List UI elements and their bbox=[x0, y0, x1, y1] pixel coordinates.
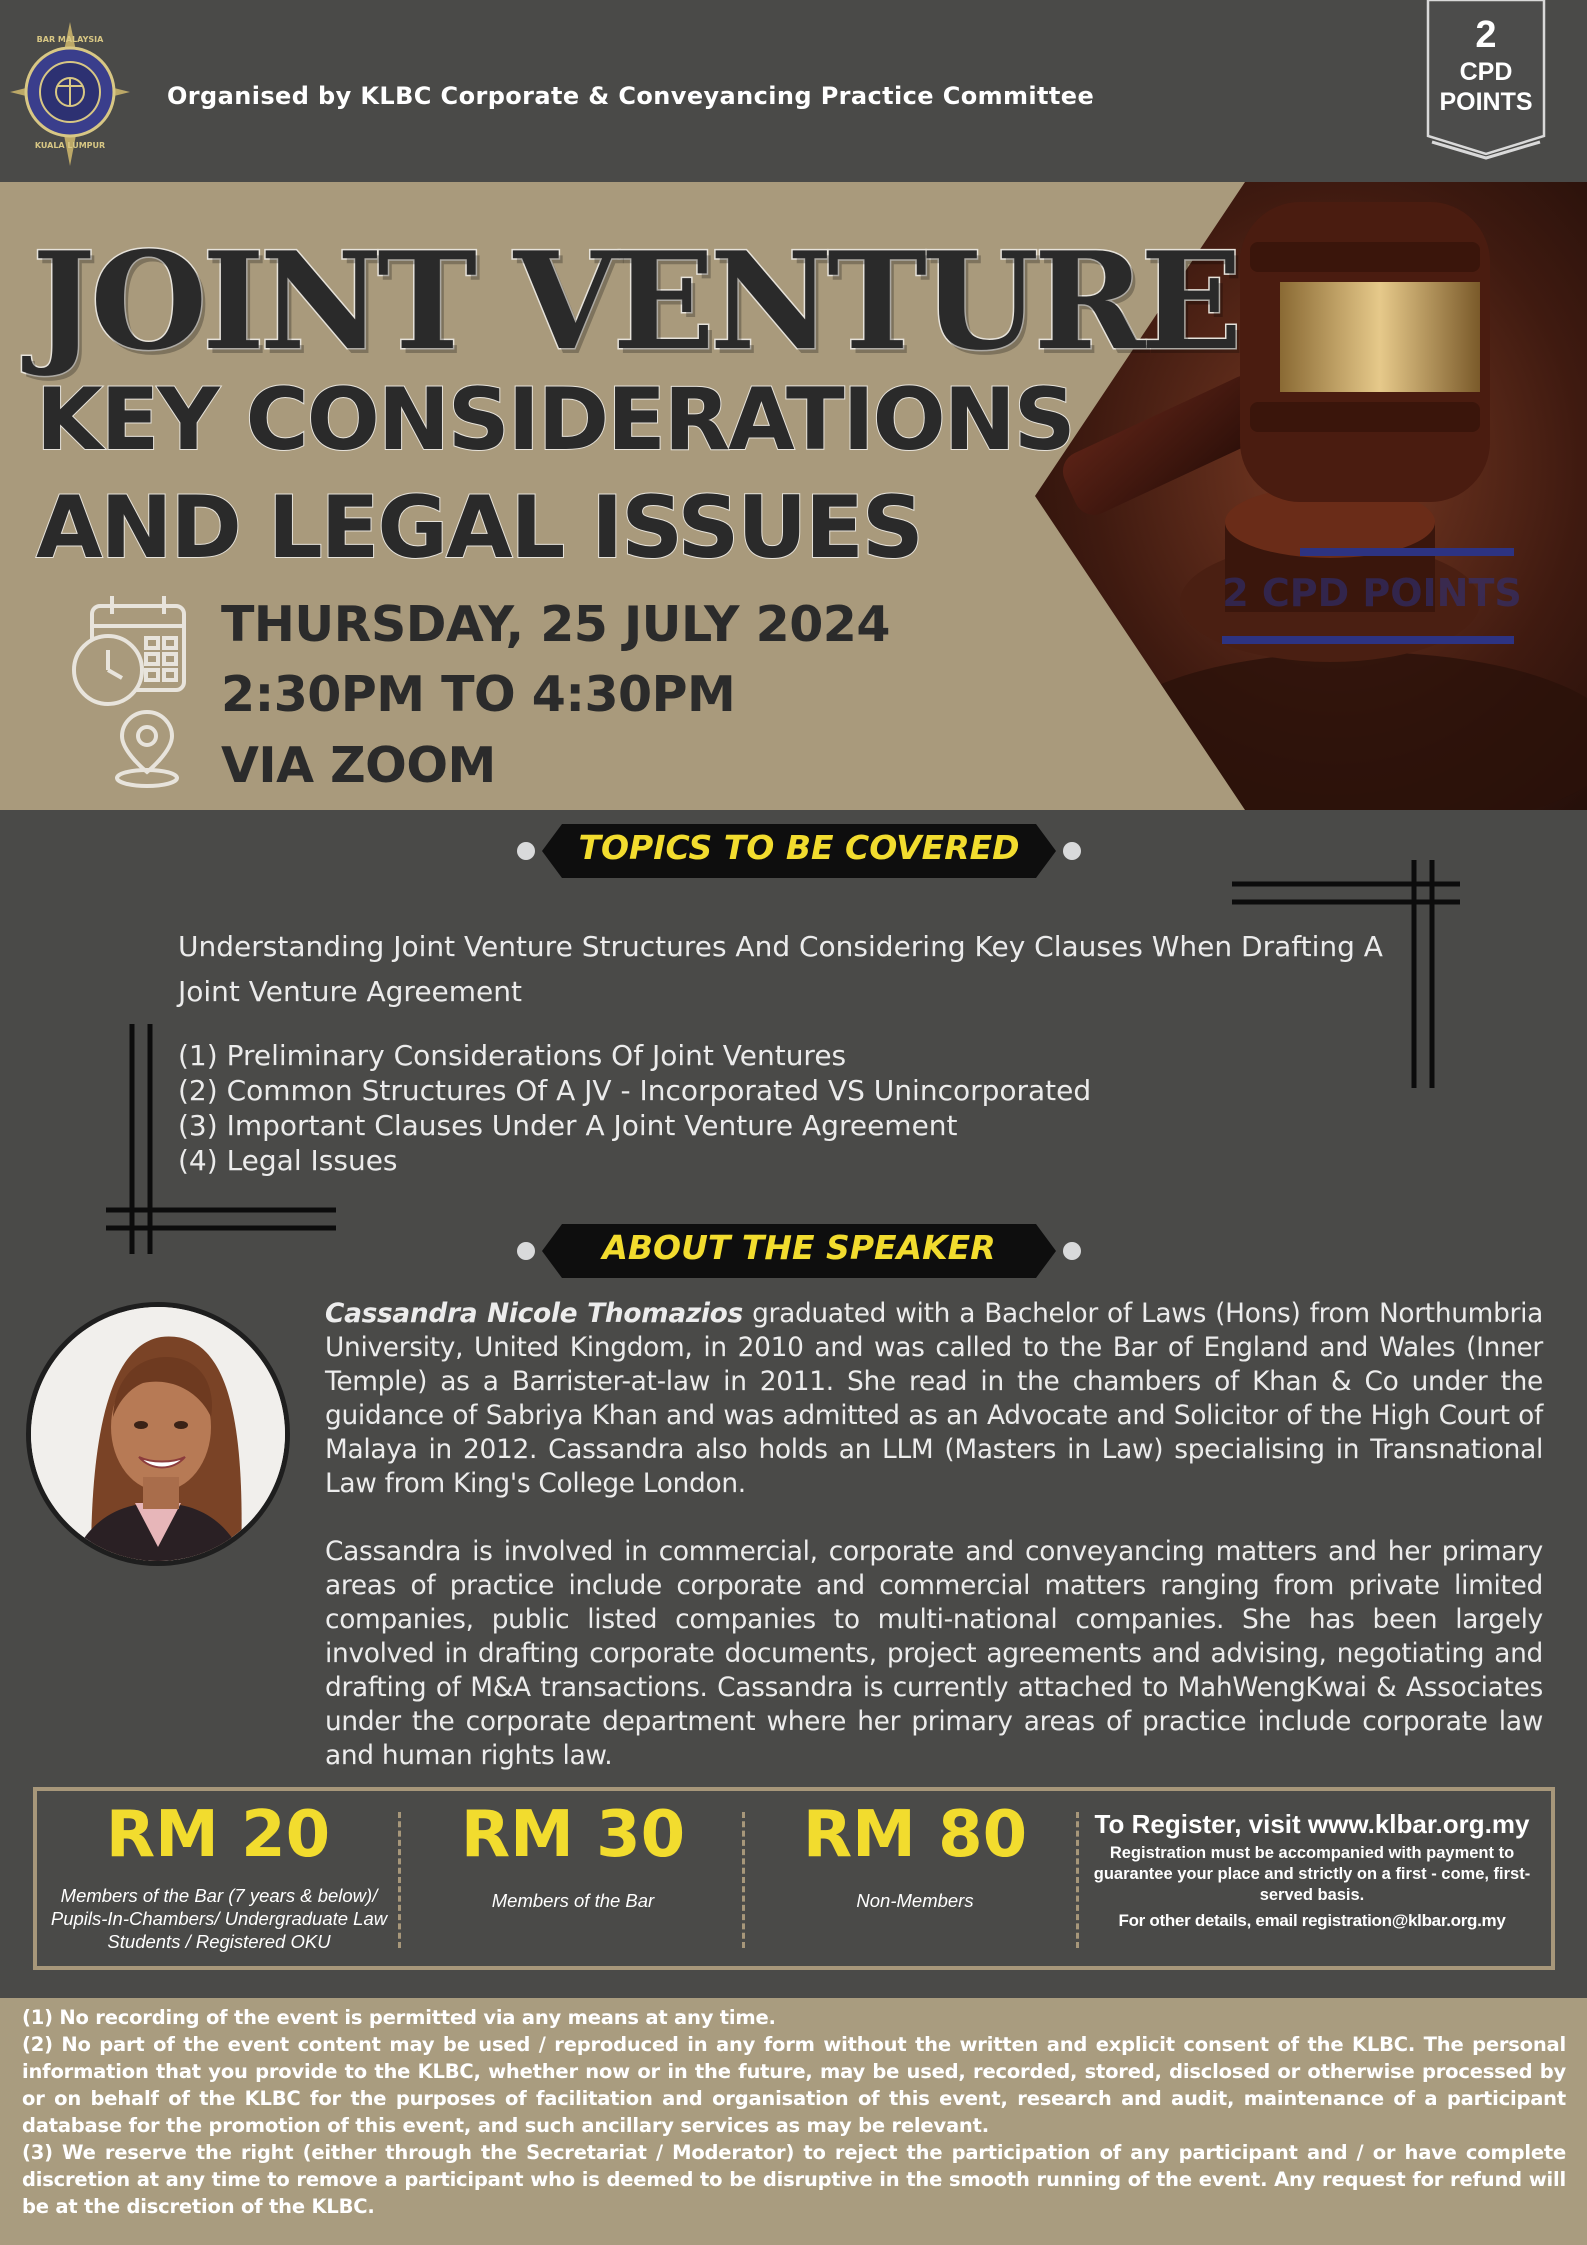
speaker-portrait-image bbox=[31, 1307, 285, 1561]
svg-text:KUALA LUMPUR: KUALA LUMPUR bbox=[34, 141, 106, 150]
price-tier-3-description: Non-Members bbox=[856, 1890, 974, 1911]
calendar-clock-icon bbox=[70, 592, 194, 710]
footer-terms-text bbox=[22, 2004, 1566, 2220]
list-item: (3) Important Clauses Under A Joint Venture Agreement bbox=[178, 1109, 958, 1142]
speaker-bio-paragraph-2: Cassandra is involved in commercial, corporate and conveyancing matters and her primary areas of practice include corporate and commercial matters ranging from private limited companies, public listed companies to multi-national companies. She has been largely involved in drafting corporate documents, project agreements and advising, negotiating and drafting of M&A transactions. Cassandra is currently attached to MahWengKwai & Associates under the corporate department where her primary areas of practice include corporate law and human rights law. bbox=[325, 1536, 1543, 1771]
cpd-label: CPD bbox=[1459, 58, 1513, 86]
svg-text:2 CPD POINTS: 2 CPD POINTS bbox=[1222, 571, 1522, 615]
location-pin-icon bbox=[112, 706, 182, 790]
list-item: (1) Preliminary Considerations Of Joint Ventures bbox=[178, 1039, 847, 1072]
speaker-photo bbox=[26, 1302, 290, 1566]
divider bbox=[1076, 1812, 1079, 1948]
speaker-bio-text: graduated with a Bachelor of Laws (Hons) from Northumbria University, United Kingdom, in 2010 and was called to the Bar of England and Wales (Inner Temple) as a Barrister-at-law in 2011. She read in the chambers of Khan & Co under the guidance of Sabriya Khan and was admitted as an Advocate and Solicitor of the High Court of Malaya in 2012. Cassandra also holds an LLM (Masters in Law) specialising in Transnational Law from King's College London. bbox=[325, 1298, 1543, 1499]
svg-text:BAR MALAYSIA: BAR MALAYSIA bbox=[36, 35, 104, 44]
event-title: JOINT VENTURE bbox=[32, 222, 1238, 380]
terms-note-1: (1) No recording of the event is permitted via any means at any time. bbox=[22, 2006, 776, 2029]
register-title: To Register, visit www.klbar.org.my bbox=[1094, 1809, 1530, 1839]
price-tier-2-description: Members of the Bar bbox=[491, 1890, 655, 1911]
event-subtitle-line-2: AND LEGAL ISSUES bbox=[36, 478, 922, 578]
price-tier-2-amount: RM 30 bbox=[460, 1798, 686, 1872]
organiser-text: Organised by KLBC Corporate & Conveyancing Practice Committee bbox=[167, 82, 1095, 110]
register-email-note: For other details, email registration@klbar.org.my bbox=[1118, 1911, 1506, 1930]
speaker-name: Cassandra Nicole Thomazios bbox=[325, 1298, 743, 1329]
topics-intro: Understanding Joint Venture Structures And Considering Key Clauses When Drafting A Joint Venture Agreement bbox=[178, 930, 1383, 1008]
event-time: 2:30PM TO 4:30PM bbox=[221, 666, 736, 723]
price-tier-1-amount: RM 20 bbox=[105, 1798, 331, 1872]
price-tier-1-description: Members of the Bar (7 years & below)/ Pupils-In-Chambers/ Undergraduate Law Students / Registered OKU bbox=[50, 1885, 388, 1952]
list-item: (4) Legal Issues bbox=[178, 1144, 398, 1177]
topics-list bbox=[178, 1038, 1091, 1178]
register-note: Registration must be accompanied with payment to guarantee your place and strictly on a first - come, first-served basis. bbox=[1093, 1844, 1531, 1904]
speaker-bio-paragraph-1 bbox=[325, 1297, 1543, 1501]
event-venue: VIA ZOOM bbox=[221, 737, 496, 794]
terms-note-2: (2) No part of the event content may be used / reproduced in any form without the written and explicit consent of the KLBC. The personal information that you provide to the KLBC, whether now or in the future, may be used, recorded, stored, disclosed or otherwise processed by or on behalf of the KLBC for the purposes of facilitation and organisation of this event, research and audit, maintenance of a participant database for the promotion of this event, and such ancillary services as may be relevant. bbox=[22, 2033, 1566, 2137]
cpd-points-label: POINTS bbox=[1439, 88, 1533, 116]
list-item: (2) Common Structures Of A JV - Incorporated VS Unincorporated bbox=[178, 1074, 1092, 1107]
event-date: THURSDAY, 25 JULY 2024 bbox=[221, 596, 890, 653]
cpd-number: 2 bbox=[1475, 14, 1497, 56]
event-subtitle-line-1: KEY CONSIDERATIONS bbox=[36, 370, 1074, 470]
divider bbox=[742, 1812, 745, 1948]
price-tier-3-amount: RM 80 bbox=[802, 1798, 1028, 1872]
divider bbox=[398, 1812, 401, 1948]
speaker-heading: ABOUT THE SPEAKER bbox=[602, 1228, 996, 1267]
kl-bar-logo bbox=[8, 20, 132, 168]
terms-note-3: (3) We reserve the right (either through the Secretariat / Moderator) to reject the participation of any participant and / or have complete discretion at any time to remove a participant who is deemed to be disruptive in the smooth running of the event. Any request for refund will be at the discretion of the KLBC. bbox=[22, 2141, 1566, 2218]
topics-heading: TOPICS TO BE COVERED bbox=[578, 828, 1020, 867]
